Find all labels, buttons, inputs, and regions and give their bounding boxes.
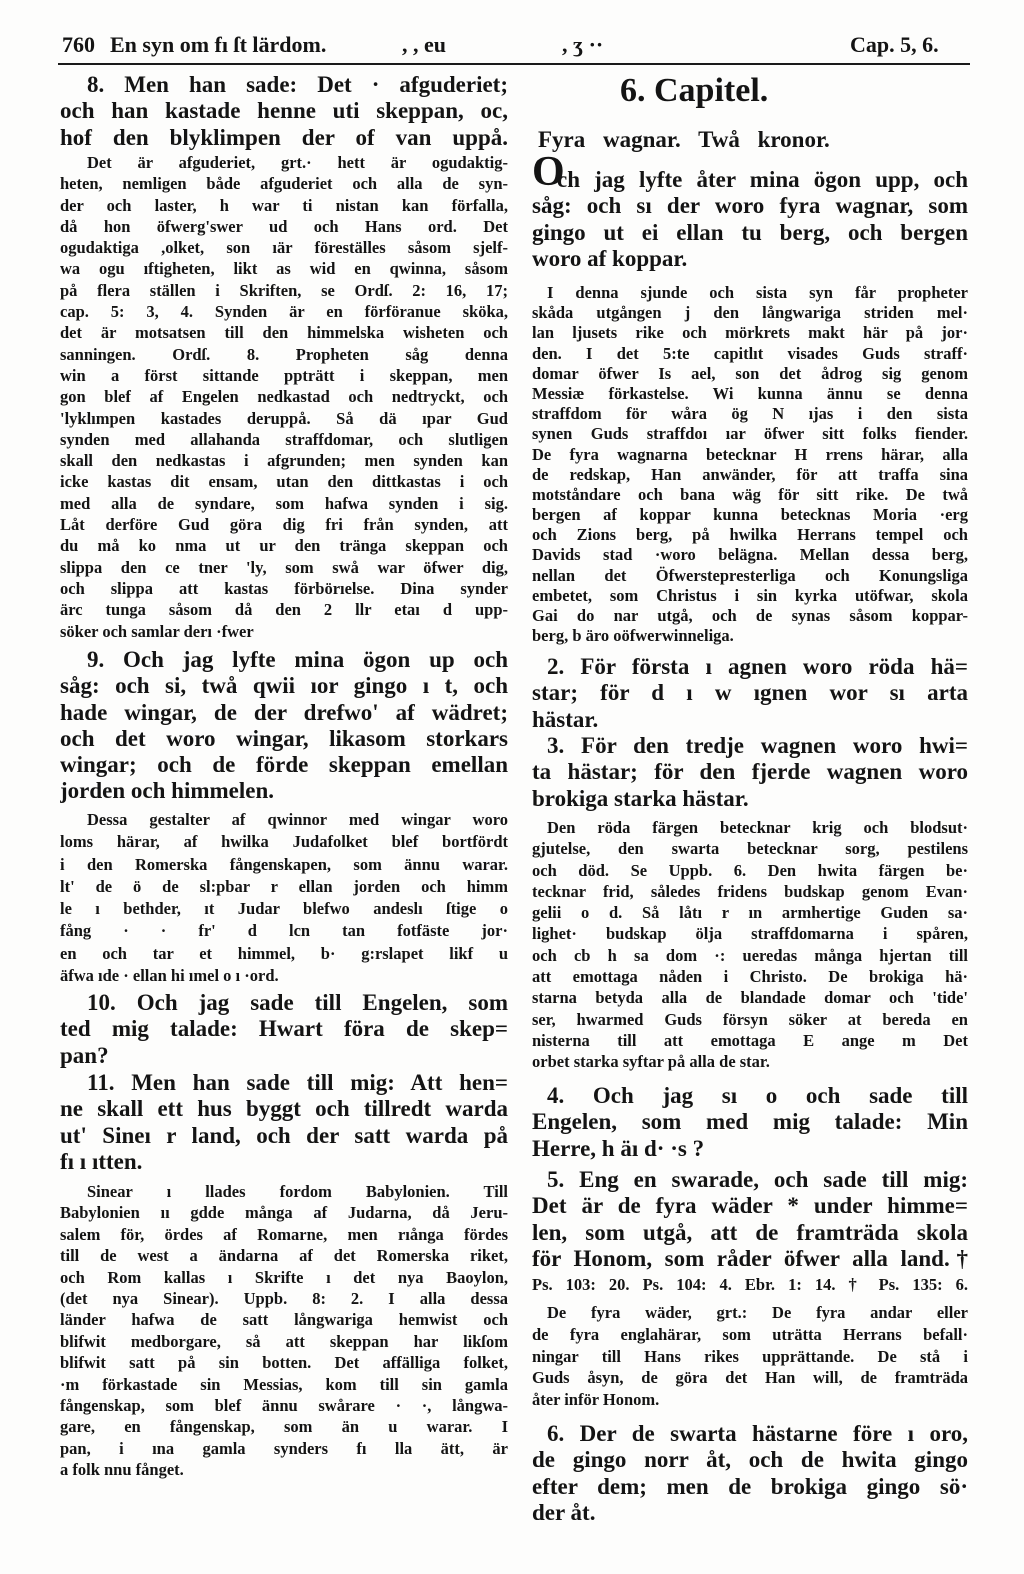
verse-11-line: ne skall ett hus byggt och tillredt warda <box>60 1096 508 1122</box>
verse-4-line: Engelen, som med mig talade: Min <box>532 1109 968 1135</box>
verse-9-line: hade wingar, de der drefwo' af wädret; <box>60 699 508 725</box>
note-verse-8-line: ärc tunga såsom då den 2 llr etaı d upp- <box>60 600 508 620</box>
note-verse-8-line: gon blef af Engelen nedkastad och nedtryckt, och <box>60 387 508 407</box>
note-verse-11-line: länder hafwa de satt långwariga hemwist och <box>60 1310 508 1330</box>
note-verse-1-line: De fyra wagnarna betecknar H rrens härar, alla <box>532 444 968 464</box>
verse-10-line: pan? <box>60 1042 109 1068</box>
note-verse-5-line: Guds åsyn, de göra det Han will, de framträda <box>532 1368 968 1388</box>
note-verse-5-line: de fyra englahärar, som uträtta Herrans befall· <box>532 1324 968 1344</box>
note-verse-3-line: lighet· budskap ölja straffdomarna i spåren, <box>532 924 968 944</box>
note-verse-8-line: du må ko nma ut ur den tränga skeppan och <box>60 536 508 556</box>
note-verse-11-line: fångenskap, som blef ännu swårare · ·, långwa- <box>60 1395 508 1415</box>
note-verse-3-line: och cb h sa dom ·: ueredas många hjertan till <box>532 945 968 965</box>
header-fragment: , ʒ ·· <box>562 32 604 57</box>
verse-4-line: Herre, h äı d· ·s ? <box>532 1135 705 1161</box>
verse-3-line: brokiga starka hästar. <box>532 785 749 811</box>
verse-10 <box>60 990 508 1069</box>
verse-11-line: fı ı ıtten. <box>60 1148 143 1174</box>
note-verse-3-line: ser, hwarmed Guds försyn söker at bereda en <box>532 1009 968 1029</box>
note-verse-11-line: blifwit medborgare, så att skeppan har likſom <box>60 1331 508 1351</box>
note-verse-1-line: embetet, som Christus i sin kyrka utöfwar, skola <box>532 585 968 605</box>
chapter-reference: Cap. 5, 6. <box>850 32 939 57</box>
note-verse-9-line: Dessa gestalter af qwinnor med wingar woro <box>87 810 508 829</box>
note-verse-11-line: a folk nnu fånget. <box>60 1460 184 1480</box>
note-verse-9-line: le ı bethder, ıt Judar blefwo andeslı ſtige o <box>60 899 508 919</box>
verse-3-line: ta hästar; för den fjerde wagnen woro <box>532 759 968 785</box>
note-verse-8-line: på flera ställen i Skriften, se Ordſ. 2: 16, 17; <box>60 280 508 300</box>
note-verse-1-line: domar öfwer Is ael, son det ådrog sig genom <box>532 363 968 383</box>
note-verse-8-line: wa ogu ıftigheten, likt as wid en qwinna, såsom <box>60 259 508 279</box>
verse-2 <box>532 654 968 733</box>
note-verse-3-line: att emottaga nåden i Christo. De brokiga hä· <box>532 967 968 987</box>
note-verse-11-line: till de west a ändarna af det Romerska riket, <box>60 1246 508 1266</box>
verse-8 <box>60 72 508 151</box>
note-verse-8-line: Låt derföre Gud göra dig fri från synden, att <box>60 515 508 535</box>
header-fragment: , , eu <box>402 32 446 57</box>
note-verse-3-line: och död. Se Uppb. 6. Den hwita färgen be· <box>532 860 968 880</box>
verse-6-line: der åt. <box>532 1499 596 1525</box>
note-verse-11-line: ·m förkastade sin Messias, kom till sin gamla <box>60 1374 508 1394</box>
note-verse-3-line: gjutelse, den swarta betecknar sorg, pestilens <box>532 839 968 859</box>
note-verse-3-line: nisterna till att emottaga E ange m Det <box>532 1030 968 1050</box>
note-verse-8-line: sanningen. Ordſ. 8. Propheten såg denna <box>60 344 508 364</box>
drop-cap: O <box>532 149 565 195</box>
left-column <box>60 0 508 1574</box>
note-verse-5-line: ningar till Hans rikes upprättande. De stå i <box>532 1346 968 1366</box>
note-verse-5 <box>532 1302 968 1411</box>
verse-9 <box>60 647 508 805</box>
note-verse-8-line: slippa den ce tner 'ly, som swå war öfwer dig, <box>60 557 508 577</box>
verse-6-line: 6. Der de swarta hästarne före ı oro, <box>547 1421 968 1446</box>
note-verse-9-line: loms härar, af hwilka Judafolket blef bortfördt <box>60 832 508 852</box>
right-column <box>532 0 968 1574</box>
verse-10-line: 10. Och jag sade till Engelen, som <box>87 990 508 1015</box>
cross-references-line: Ps. 103: 20. Ps. 104: 4. Ebr. 1: 14. † Ps. 135: 6. <box>532 1275 968 1294</box>
verse-9-line: jorden och himmelen. <box>60 778 275 804</box>
note-verse-3-line: Den röda färgen betecknar krig och blodsut· <box>547 818 968 837</box>
note-verse-9-line: en och tar et himmel, b· g:rslapet likf u <box>60 943 508 963</box>
verse-9-line: och det woro wingar, likasom storkars <box>60 725 508 751</box>
chapter-title: 6. Capitel. <box>620 72 769 109</box>
verse-2-line: star; för d ı w ıgnen wor sı arta <box>532 680 968 706</box>
verse-6 <box>532 1421 968 1526</box>
verse-2-line: 2. För första ı agnen woro röda hä= <box>547 654 968 679</box>
note-verse-8-line: synden med allahanda straffdomar, och slutligen <box>60 429 508 449</box>
note-verse-3-line: orbet starka syftar på alla de star. <box>532 1052 770 1072</box>
verse-1 <box>532 167 968 272</box>
note-verse-1-line: straffdom för wåra ög N ıjas i den sista <box>532 404 968 424</box>
note-verse-8-line: ogudaktiga ,olket, son ıär föreställes såsom sjelf- <box>60 238 508 258</box>
note-verse-9-line: i den Romerska fångenskapen, som ännu warar. <box>60 854 508 874</box>
note-verse-1-line: Messiæ förkastelse. Wi kunna ännu se denna <box>532 383 968 403</box>
note-verse-1-line: bergen af koppar kunna betecknas Moria ·erg <box>532 505 968 525</box>
note-verse-8-line: med alla de syndare, som hafwa synden i sig. <box>60 493 508 513</box>
note-verse-1 <box>532 283 968 646</box>
verse-6-line: efter dem; men de brokiga gingo sö· <box>532 1473 968 1499</box>
cross-references <box>532 1274 968 1295</box>
note-verse-1-line: och Zions berg, på hwilka Herrans tempel och <box>532 525 968 545</box>
note-verse-8-line: Det är afguderiet, grt.· hett är ogudaktig- <box>87 153 508 172</box>
note-verse-3-line: starna betyda alla de blandade domar och 'tide' <box>532 988 968 1008</box>
verse-1-line: woro af koppar. <box>532 245 688 271</box>
note-verse-8-line: der och laster, h war ti nistan kan förfalla, <box>60 195 508 215</box>
note-verse-1-line: nellan det Öfwerstepresterliga och Konungsliga <box>532 565 968 585</box>
note-verse-8-line: då hon öfwerg'swer ud och Hans ord. Det <box>60 216 508 236</box>
note-verse-1-line: de redskap, Han anwänder, för att traffa sina <box>532 464 968 484</box>
verse-4-line: 4. Och jag sı o och sade till <box>547 1083 968 1108</box>
note-verse-8-line: skall den nedkastas i afgrunden; men synden kan <box>60 451 508 471</box>
note-verse-8-line: heten, nemligen både afguderiet och alla de syn- <box>60 174 508 194</box>
note-verse-1-line: synen Guds straffdoı ıar öfwer sitt folks fiender. <box>532 424 968 444</box>
verse-4 <box>532 1083 968 1162</box>
note-verse-1-line: berg, b äro oöfwerwinneliga. <box>532 626 734 646</box>
verse-1-line: ch jag lyfte åter mina ögon upp, och <box>557 167 968 192</box>
verse-1-line: såg: och sı der woro fyra wagnar, som <box>532 193 968 219</box>
verse-6-line: de gingo norr åt, och de hwita gingo <box>532 1447 968 1473</box>
note-verse-9-line: lt' de ö de sl:pbar r ellan jorden och himm <box>60 876 508 896</box>
verse-8-line: hof den blyklimpen der of van uppå. <box>60 124 508 150</box>
verse-5-line: 5. Eng en swarade, och sade till mig: <box>547 1167 968 1192</box>
note-verse-9-line: fång · · fr' d lcn tan fotfäste jor· <box>60 921 508 941</box>
verse-5 <box>532 1167 968 1272</box>
note-verse-8-line: det är motsatsen till den himmelska wisheten och <box>60 323 508 343</box>
note-verse-8-line: icke kastas dit ensam, utan den dittkastas i och <box>60 472 508 492</box>
verse-5-line: len, som utgå, att de framträda skola <box>532 1219 968 1245</box>
note-verse-11-line: Babylonien ıı gdde många af Judarna, då Jeru- <box>60 1203 508 1223</box>
note-verse-3-line: tecknar frid, således fridens budskap genom Evan· <box>532 881 968 901</box>
note-verse-11-line: och Rom kallas ı Skrifte ı det nya Baoylon, <box>60 1267 508 1287</box>
verse-1-line: gingo ut ei ellan tu berg, och bergen <box>532 219 968 245</box>
note-verse-1-line: I denna sjunde och sista syn får propheter <box>547 283 968 302</box>
note-verse-5-line: åter inför Honom. <box>532 1390 660 1410</box>
verse-11-line: 11. Men han sade till mig: Att hen= <box>87 1070 508 1095</box>
verse-5-line: Det är de fyra wäder * under himme= <box>532 1193 968 1219</box>
note-verse-8-line: och slippa att kastas förbörıelse. Dina synder <box>60 578 508 598</box>
note-verse-11-line: pan, i ına gamla synders fı lla ätt, är <box>60 1438 508 1458</box>
page-number: 760 <box>62 32 95 57</box>
note-verse-11-line: gare, en fångenskap, som än u warar. I <box>60 1417 508 1437</box>
note-verse-9 <box>60 809 508 987</box>
verse-5-line: för Honom, som råder öfwer alla land.† <box>532 1245 968 1271</box>
note-verse-1-line: Davids stad ·woro belägna. Mellan dessa berg, <box>532 545 968 565</box>
note-verse-11-line: (det nya Sinear). Uppb. 8: 2. I alla dessa <box>60 1288 508 1308</box>
note-verse-11-line: salem för, ördes af Romarne, men rıånga fördes <box>60 1224 508 1244</box>
note-verse-5-line: De fyra wäder, grt.: De fyra andar eller <box>547 1303 968 1322</box>
note-verse-1-line: skåda utgången j den långwariga striden mel· <box>532 303 968 323</box>
note-verse-8-line: win a först sittande ppträtt i skeppan, men <box>60 365 508 385</box>
verse-11-line: ut' Sineı r land, och der satt warda på <box>60 1122 508 1148</box>
verse-9-line: 9. Och jag lyfte mina ögon up och <box>87 647 508 672</box>
note-verse-8-line: 'lyklımpen kastades deruppå. Så dä ıpar Gud <box>60 408 508 428</box>
verse-3-line: 3. För den tredje wagnen woro hwi= <box>547 733 968 758</box>
note-verse-1-line: Gai do nar utgå, och de synas såsom koppar- <box>532 606 968 625</box>
verse-11 <box>60 1070 508 1175</box>
note-verse-1-line: motståndare och bana wäg för sitt rike. De twå <box>532 484 968 504</box>
note-verse-8-line: söker och samlar derı ·fwer <box>60 621 254 641</box>
verse-2-line: hästar. <box>532 706 599 732</box>
note-verse-1-line: den. I det 5:te capitlıt visades Guds straff· <box>532 343 968 363</box>
chapter-summary: Fyra wagnar. Twå kronor. <box>538 127 830 152</box>
verse-10-line: ted mig talade: Hwart föra de skep= <box>60 1016 508 1042</box>
verse-9-line: såg: och si, twå qwii ıor gingo ı t, och <box>60 673 508 699</box>
note-verse-8 <box>60 152 508 642</box>
verse-9-line: wingar; och de förde skeppan emellan <box>60 752 508 778</box>
running-title: En syn om fı ſt lärdom. <box>110 32 327 57</box>
note-verse-11-line: blifwit satt på sin botten. Det affälliga folket, <box>60 1353 508 1373</box>
note-verse-3-line: gelii o d. Så låtı r ın armhertige Guden sa· <box>532 903 968 923</box>
verse-8-line: 8. Men han sade: Det · afguderiet; <box>87 72 508 97</box>
note-verse-11 <box>60 1181 508 1480</box>
verse-3 <box>532 733 968 812</box>
note-verse-3 <box>532 817 968 1073</box>
note-verse-9-line: äfwa ıde · ellan hi ımel o ı ·ord. <box>60 966 279 986</box>
note-verse-11-line: Sinear ı llades fordom Babylonien. Till <box>87 1182 508 1201</box>
verse-8-line: och han kastade henne uti skeppan, oc, <box>60 98 508 124</box>
note-verse-8-line: cap. 5: 3, 4. Synden är en förföranue sköka, <box>60 302 508 322</box>
note-verse-1-line: lan ljusets rike och mörkrets makt här på jor· <box>532 323 968 343</box>
